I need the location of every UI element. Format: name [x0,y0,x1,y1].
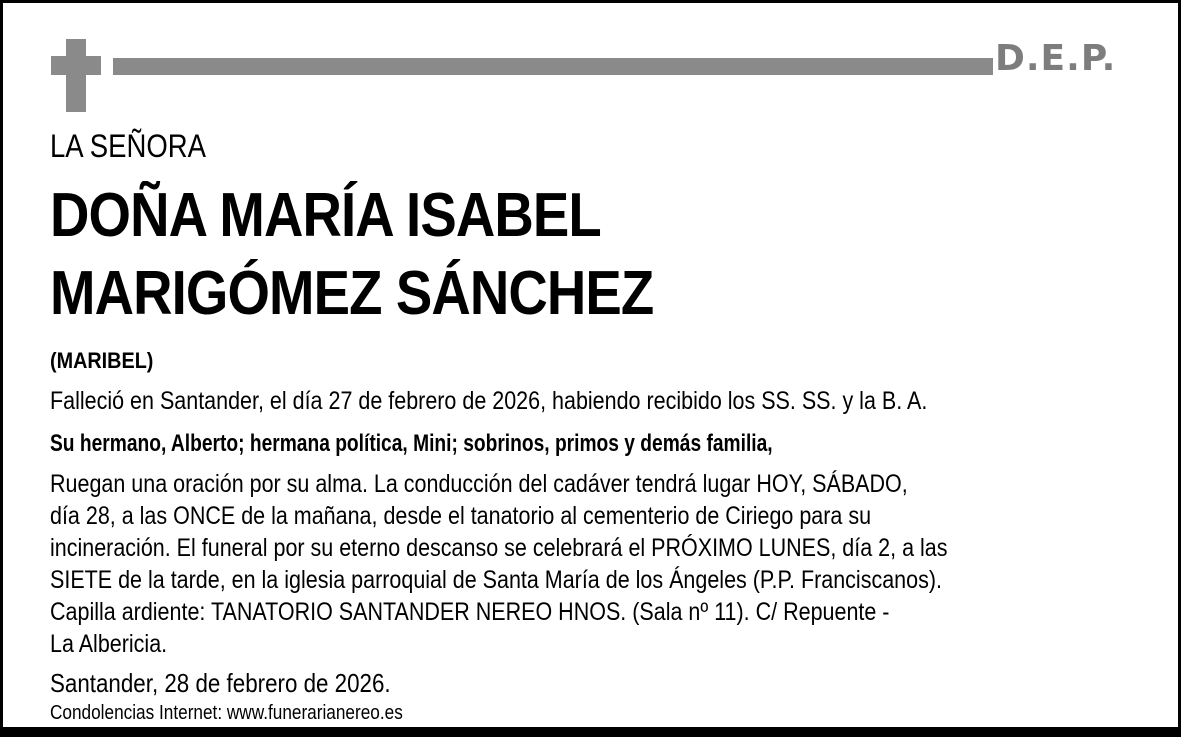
body-line: incineración. El funeral por su eterno descanso se celebrará el PRÓXIMO LUNES, día 2, a las [50,534,948,562]
family-line: Su hermano, Alberto; hermana política, Mini; sobrinos, primos y demás familia, [50,430,773,457]
deceased-name-line-2: MARIGÓMEZ SÁNCHEZ [50,259,654,328]
title: LA SEÑORA [50,128,207,164]
place-date: Santander, 28 de febrero de 2026. [50,668,391,698]
deceased-name-line-1: DOÑA MARÍA ISABEL [50,181,601,250]
death-line: Falleció en Santander, el día 27 de febrero de 2026, habiendo recibido los SS. SS. y la B. A. [50,387,928,415]
body-line: Ruegan una oración por su alma. La conducción del cadáver tendrá lugar HOY, SÁBADO, [50,470,908,498]
body-line: día 28, a las ONCE de la mañana, desde el tanatorio al cementerio de Ciriego para su [50,502,872,530]
body-line: SIETE de la tarde, en la iglesia parroquial de Santa María de los Ángeles (P.P. Franciscanos). [50,566,942,594]
cross-icon [66,39,86,112]
alias: (MARIBEL) [50,348,154,373]
body-line: Capilla ardiente: TANATORIO SANTANDER NEREO HNOS. (Sala nº 11). C/ Repuente - [50,598,890,626]
cross-icon-bar [51,56,101,75]
dep-label: D.E.P. [995,38,1117,79]
body-line: La Albericia. [50,630,168,658]
header-rule [113,58,993,75]
condolences-line: Condolencias Internet: www.funerarianereo.es [50,702,403,724]
